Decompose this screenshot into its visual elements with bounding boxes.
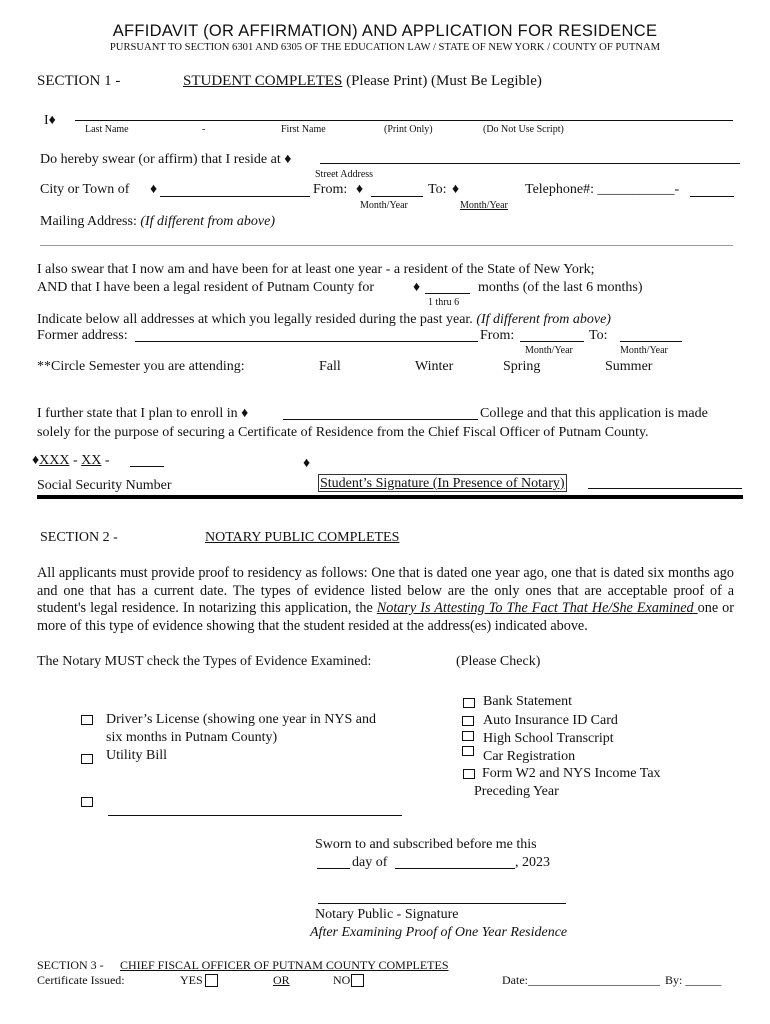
former-address-label: Former address: xyxy=(37,328,128,343)
print-only-caption: (Print Only) xyxy=(384,124,433,135)
section2-label: SECTION 2 - xyxy=(40,530,118,545)
other-evidence-checkbox[interactable] xyxy=(81,797,93,807)
semester-fall[interactable]: Fall xyxy=(319,359,341,374)
former-address-field[interactable] xyxy=(135,341,478,342)
no-label: NO xyxy=(333,973,351,987)
section3-label: SECTION 3 - xyxy=(37,958,104,972)
college-field[interactable] xyxy=(283,419,478,420)
name-dash: - xyxy=(202,124,206,135)
sworn-day-of: day of xyxy=(352,855,388,870)
swear-text: Do hereby swear (or affirm) that I reside at ♦ xyxy=(40,152,292,167)
city-field[interactable] xyxy=(160,196,310,197)
ssn-diamond: ♦ xyxy=(32,453,40,468)
w2-label: Form W2 and NYS Income Tax xyxy=(482,766,661,781)
mailing-note: (If different from above) xyxy=(140,214,275,229)
no-checkbox[interactable] xyxy=(351,974,364,987)
transcript-label: High School Transcript xyxy=(483,731,614,746)
certificate-issued-label: Certificate Issued: xyxy=(37,973,125,987)
i-label: I♦ xyxy=(44,113,56,128)
enroll-text-a: I further state that I plan to enroll in ♦ xyxy=(37,406,249,421)
to-label: To: xyxy=(428,182,447,197)
from-diamond: ♦ xyxy=(356,182,364,197)
notary-signature-caption: Notary Public - Signature xyxy=(315,907,459,922)
signature-caption-box xyxy=(318,474,567,492)
months-field[interactable] xyxy=(425,293,470,294)
last-name-caption: Last Name xyxy=(85,124,129,135)
former-from-caption: Month/Year xyxy=(525,345,573,356)
evidence-paragraph-b: one or more of this type of evidence showing that the student resided at the address(es) indicated above. xyxy=(37,600,734,634)
semester-winter[interactable]: Winter xyxy=(415,359,454,374)
from-month-year-caption: Month/Year xyxy=(360,200,408,211)
form-subtitle: PURSUANT TO SECTION 6301 AND 6305 OF THE EDUCATION LAW / STATE OF NEW YORK / COUNTY OF PUTNAM xyxy=(109,42,661,53)
former-to-field[interactable] xyxy=(620,341,682,342)
drivers-license-label-2: six months in Putnam County) xyxy=(106,730,278,745)
ssn-xx: XX xyxy=(81,453,102,468)
utility-bill-label: Utility Bill xyxy=(106,748,168,763)
telephone-field[interactable] xyxy=(690,196,734,197)
enroll-line2: solely for the purpose of securing a Certificate of Residence from the Chief Fiscal Officer of Putnam County. xyxy=(37,425,649,440)
auto-insurance-checkbox[interactable] xyxy=(462,716,474,726)
street-address-caption: Street Address xyxy=(315,169,374,180)
car-registration-checkbox[interactable] xyxy=(462,746,474,756)
evidence-paragraph-a: All applicants must provide proof to residency as follows: One that is dated one year ago, one that is dated six months ago and one that has a current date. The types of evidence listed below are the only ones that are acceptable proof of a student's legal residence. In notarizing this application, the xyxy=(37,565,734,616)
telephone-label: Telephone#: ___________- xyxy=(525,182,680,197)
months-diamond: ♦ xyxy=(413,280,421,295)
section1-heading: STUDENT COMPLETES xyxy=(183,73,343,89)
former-to-caption: Month/Year xyxy=(620,345,668,356)
w2-label-2: Preceding Year xyxy=(474,784,559,799)
sworn-day-field[interactable] xyxy=(317,868,350,869)
section1-label: SECTION 1 - xyxy=(37,73,121,89)
semester-spring[interactable]: Spring xyxy=(503,359,541,374)
bank-statement-label: Bank Statement xyxy=(483,694,573,709)
ssn-sep2: - xyxy=(101,453,110,468)
date-field[interactable]: Date:______________________ xyxy=(502,973,660,987)
evidence-paragraph-emphasis: Notary Is Attesting To The Fact That He/She Examined xyxy=(376,600,698,616)
indicate-note: (If different from above) xyxy=(476,312,611,327)
city-label: City or Town of xyxy=(40,182,130,197)
drivers-license-label: Driver’s License (showing one year in NYS and xyxy=(106,712,376,727)
section1-heading-group xyxy=(183,73,542,90)
street-address-field[interactable] xyxy=(320,163,740,164)
mailing-label-group xyxy=(40,214,275,230)
please-check-text: (Please Check) xyxy=(456,654,541,669)
transcript-checkbox[interactable] xyxy=(462,731,474,741)
former-from-label: From: xyxy=(480,328,515,343)
signature-field[interactable] xyxy=(588,488,742,489)
ssn-last4-field[interactable] xyxy=(130,466,164,467)
bank-statement-checkbox[interactable] xyxy=(463,698,475,708)
notary-must-text: The Notary MUST check the Types of Evidence Examined: xyxy=(37,654,372,669)
resident-line1: I also swear that I now am and have been for at least one year - a resident of the State of New York; xyxy=(37,262,595,277)
by-field[interactable]: By: ______ xyxy=(665,973,722,987)
evidence-paragraph xyxy=(37,565,734,635)
signature-diamond: ♦ xyxy=(303,456,311,471)
section3-heading: CHIEF FISCAL OFFICER OF PUTNAM COUNTY COMPLETES xyxy=(120,958,449,972)
city-diamond: ♦ xyxy=(150,182,158,197)
to-diamond: ♦ xyxy=(452,182,460,197)
form-title: AFFIDAVIT (OR AFFIRMATION) AND APPLICATION FOR RESIDENCE xyxy=(112,22,658,40)
yes-label: YES xyxy=(180,973,203,987)
section-divider xyxy=(37,495,743,499)
car-registration-label: Car Registration xyxy=(483,749,576,764)
semester-label: **Circle Semester you are attending: xyxy=(37,359,245,374)
from-date-field[interactable] xyxy=(371,196,423,197)
former-to-label: To: xyxy=(589,328,608,343)
ssn-xxx: XXX xyxy=(39,453,70,468)
after-examining-caption: After Examining Proof of One Year Residence xyxy=(310,925,568,940)
no-script-caption: (Do Not Use Script) xyxy=(483,124,564,135)
first-name-caption: First Name xyxy=(281,124,326,135)
w2-checkbox[interactable] xyxy=(463,769,475,779)
indicate-text: Indicate below all addresses at which you legally resided during the past year. xyxy=(37,312,473,327)
one-thru-six-caption: 1 thru 6 xyxy=(428,297,460,308)
notary-signature-field[interactable] xyxy=(318,903,566,904)
name-field[interactable] xyxy=(75,120,733,121)
sworn-year: , 2023 xyxy=(515,855,550,870)
ssn-sep1: - xyxy=(69,453,82,468)
former-from-field[interactable] xyxy=(520,341,584,342)
from-label: From: xyxy=(313,182,348,197)
indicate-group xyxy=(37,312,611,328)
resident-line2b: months (of the last 6 months) xyxy=(478,280,643,295)
semester-summer[interactable]: Summer xyxy=(605,359,653,374)
signature-caption: Student’s Signature (In Presence of Notary) xyxy=(320,476,565,491)
or-label: OR xyxy=(273,973,290,987)
drivers-license-checkbox[interactable] xyxy=(81,715,93,725)
resident-line2a: AND that I have been a legal resident of Putnam County for xyxy=(37,280,375,295)
utility-bill-checkbox[interactable] xyxy=(81,754,93,764)
enroll-text-b: College and that this application is made xyxy=(480,406,708,421)
section1-heading-note: (Please Print) (Must Be Legible) xyxy=(346,73,542,89)
section2-heading: NOTARY PUBLIC COMPLETES xyxy=(205,530,400,545)
ssn-value[interactable] xyxy=(32,453,110,469)
sworn-line1: Sworn to and subscribed before me this xyxy=(315,837,537,852)
mailing-label: Mailing Address: xyxy=(40,214,137,229)
yes-checkbox[interactable] xyxy=(205,974,218,987)
ssn-caption: Social Security Number xyxy=(37,478,172,493)
sworn-month-field[interactable] xyxy=(395,868,515,869)
other-evidence-field[interactable] xyxy=(108,815,402,816)
auto-insurance-label: Auto Insurance ID Card xyxy=(483,713,618,728)
mailing-address-field[interactable] xyxy=(40,245,733,246)
to-month-year-caption: Month/Year xyxy=(460,200,508,211)
